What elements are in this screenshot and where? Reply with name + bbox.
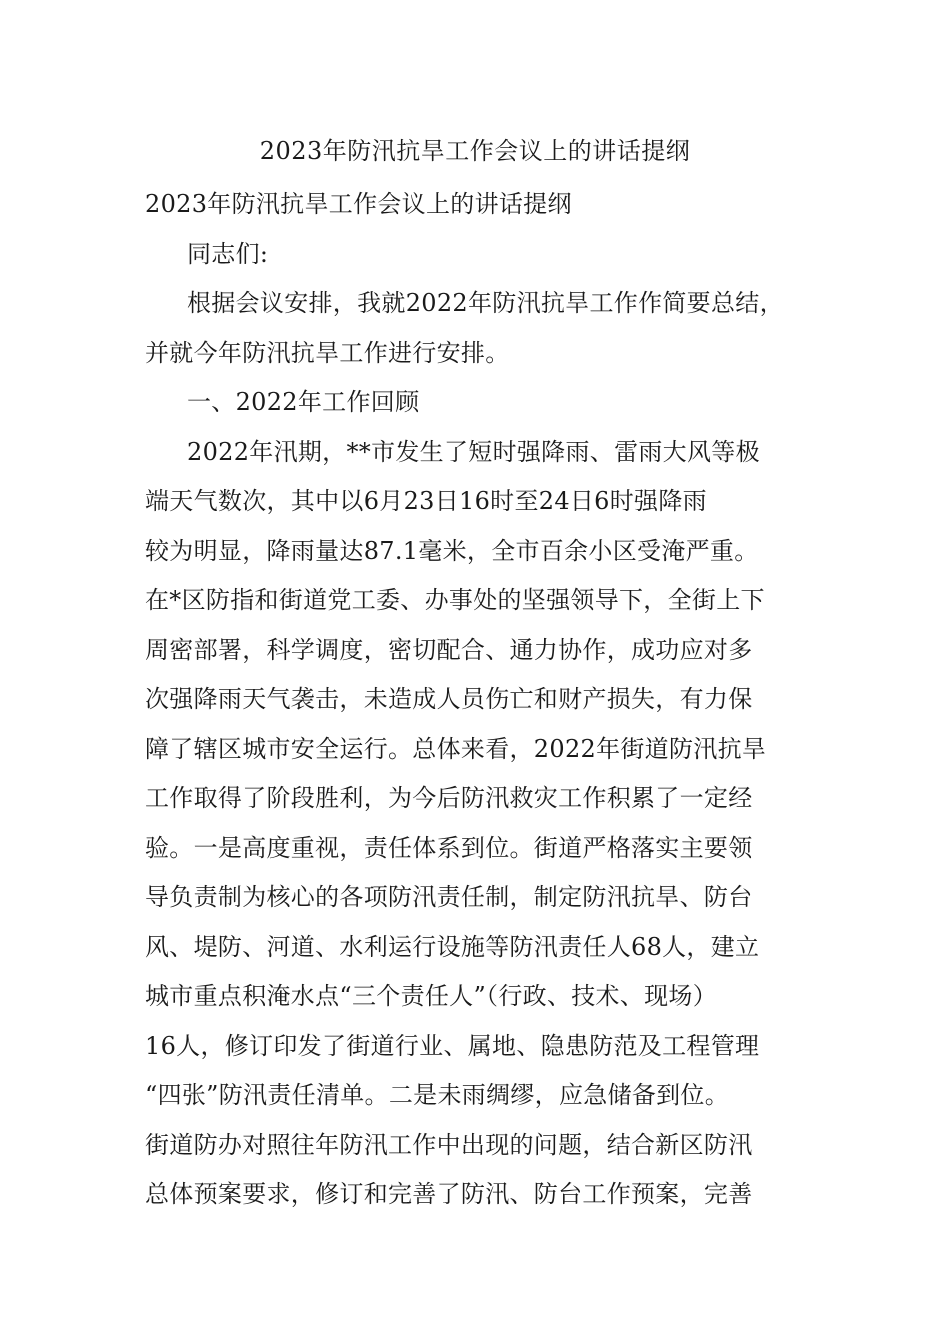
subtitle-line: 2023年防汛抗旱工作会议上的讲话提纲	[145, 190, 572, 218]
paragraph-line: 风、堤防、河道、水利运行设施等防汛责任人68人，建立	[145, 932, 760, 961]
paragraph-line: 端天气数次，其中以6月23日16时至24日6时强降雨	[145, 487, 707, 515]
paragraph-line: 较为明显，降雨量达87.1毫米，全市百余小区受淹严重。	[145, 536, 759, 565]
document-title: 2023年防汛抗旱工作会议上的讲话提纲	[259, 137, 691, 165]
paragraph-line: 根据会议安排，我就2022年防汛抗旱工作作简要总结，	[187, 289, 784, 317]
paragraph-line: 验。一是高度重视，责任体系到位。街道严格落实主要领	[145, 833, 753, 862]
salutation-line: 同志们:	[187, 239, 269, 268]
paragraph-line: 城市重点积淹水点“三个责任人”（行政、技术、现场）	[145, 982, 718, 1010]
paragraph-line: “四张”防汛责任清单。二是未雨绸缪，应急储备到位。	[145, 1081, 730, 1109]
paragraph-line: 在*区防指和街道党工委、办事处的坚强领导下，全街上下	[145, 586, 765, 614]
paragraph-line: 障了辖区城市安全运行。总体来看，2022年街道防汛抗旱	[145, 734, 767, 763]
paragraph-line: 街道防办对照往年防汛工作中出现的问题，结合新区防汛	[145, 1130, 753, 1159]
paragraph-line: 16人，修订印发了街道行业、属地、隐患防范及工程管理	[145, 1031, 760, 1060]
paragraph-line: 工作取得了阶段胜利，为今后防汛救灾工作积累了一定经	[145, 784, 753, 812]
document-body	[145, 180, 820, 1220]
paragraph-line: 总体预案要求，修订和完善了防汛、防台工作预案，完善	[145, 1180, 753, 1208]
paragraph-line: 导负责制为核心的各项防汛责任制，制定防汛抗旱、防台	[145, 883, 753, 911]
section-heading: 一、2022年工作回顾	[187, 388, 420, 416]
paragraph-line: 周密部署，科学调度，密切配合、通力协作，成功应对多	[145, 635, 753, 664]
paragraph-line: 次强降雨天气袭击，未造成人员伤亡和财产损失，有力保	[145, 685, 753, 713]
paragraph-line: 2022年汛期，**市发生了短时强降雨、雷雨大风等极	[187, 437, 760, 466]
paragraph-line: 并就今年防汛抗旱工作进行安排。	[145, 338, 510, 367]
